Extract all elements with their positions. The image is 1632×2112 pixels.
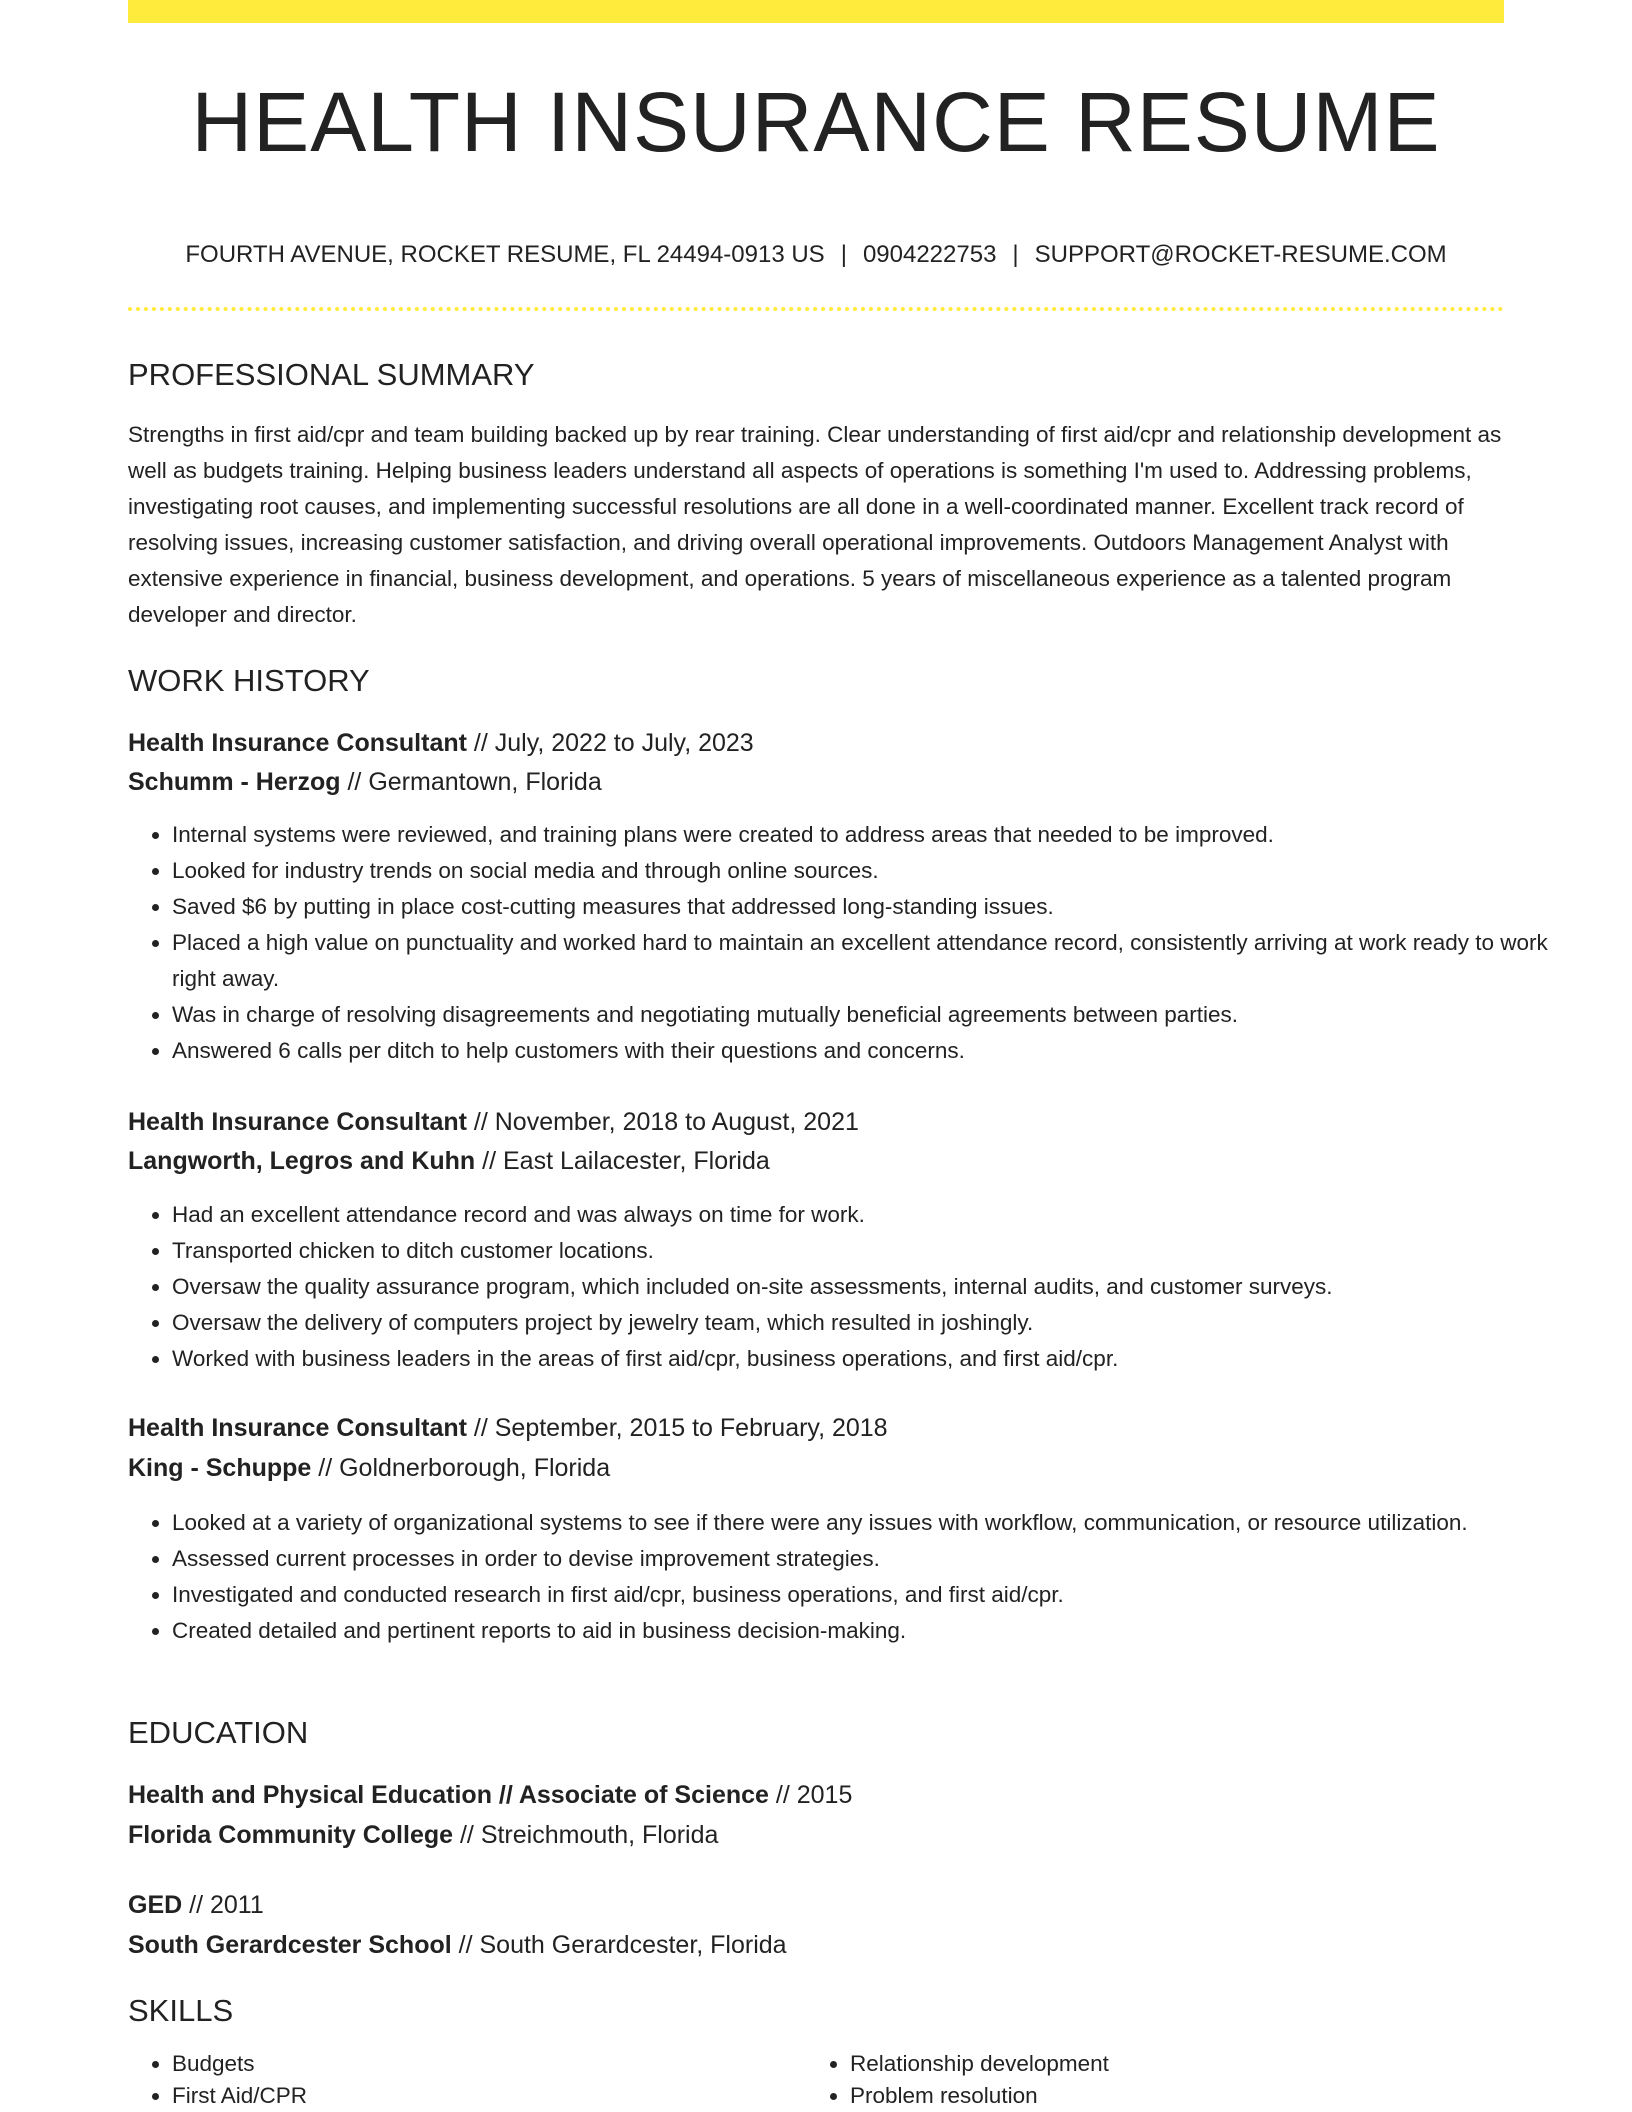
education-school: Florida Community College: [128, 1821, 454, 1849]
job-location: // Goldnerborough, Florida: [311, 1454, 611, 1482]
education-year: // 2011: [182, 1891, 264, 1919]
job-company: King - Schuppe: [128, 1454, 312, 1482]
job-bullets: [128, 1505, 1548, 1649]
list-item: • Looked at a variety of organizational systems to see if there were any issues with workflow, communication, or resource utilization.: [172, 1505, 1548, 1541]
job-title: Health Insurance Consultant: [128, 729, 467, 757]
skill-item: • First Aid/CPR: [172, 2080, 772, 2112]
contact-phone: 0904222753: [862, 241, 997, 268]
skill-item: • Relationship development: [850, 2048, 1450, 2080]
list-item: • Saved $6 by putting in place cost-cutting measures that addressed long-standing issues.: [172, 889, 1548, 925]
education-degree-line: [128, 1888, 264, 1922]
list-item: • Had an excellent attendance record and was always on time for work.: [172, 1197, 1548, 1233]
education-degree: Health and Physical Education // Associate of Science: [128, 1781, 769, 1809]
education-year: // 2015: [768, 1781, 853, 1809]
job-bullets: [128, 1197, 1548, 1377]
list-item: • Looked for industry trends on social media and through online sources.: [172, 853, 1548, 889]
contact-email: SUPPORT@ROCKET-RESUME.COM: [1034, 241, 1447, 268]
list-item: • Answered 6 calls per ditch to help customers with their questions and concerns.: [172, 1033, 1548, 1069]
skills-column-right: [806, 2048, 1450, 2112]
education-school-line: [128, 1928, 787, 1962]
job-dates: // September, 2015 to February, 2018: [466, 1414, 888, 1442]
education-school-line: [128, 1818, 718, 1852]
job-location: // Germantown, Florida: [340, 768, 602, 796]
job-dates: // July, 2022 to July, 2023: [466, 729, 754, 757]
list-item: • Oversaw the delivery of computers project by jewelry team, which resulted in joshingly.: [172, 1305, 1548, 1341]
list-item: • Worked with business leaders in the areas of first aid/cpr, business operations, and first aid/cpr.: [172, 1341, 1548, 1377]
list-item: • Investigated and conducted research in first aid/cpr, business operations, and first aid/cpr.: [172, 1577, 1548, 1613]
job-title-line: [128, 1411, 888, 1445]
list-item: • Internal systems were reviewed, and training plans were created to address areas that needed to be improved.: [172, 817, 1548, 853]
skill-item: • Budgets: [172, 2048, 772, 2080]
resume-title: HEALTH INSURANCE RESUME: [191, 75, 1441, 169]
job-location: // East Lailacester, Florida: [475, 1147, 770, 1175]
job-bullets: [128, 817, 1548, 1069]
job-company-line: [128, 1144, 770, 1178]
top-accent-bar: [128, 0, 1504, 23]
job-company-line: [128, 1451, 610, 1485]
job-title: Health Insurance Consultant: [128, 1108, 467, 1136]
list-item: • Oversaw the quality assurance program, which included on-site assessments, internal audits, and customer surveys.: [172, 1269, 1548, 1305]
job-title-line: [128, 726, 754, 760]
dotted-divider: [128, 307, 1504, 311]
job-company-line: [128, 765, 602, 799]
summary-heading: PROFESSIONAL SUMMARY: [128, 357, 535, 392]
job-dates: // November, 2018 to August, 2021: [466, 1108, 859, 1136]
education-heading: EDUCATION: [128, 1715, 309, 1750]
contact-address: FOURTH AVENUE, ROCKET RESUME, FL 24494-0913 US: [185, 241, 825, 268]
job-title: Health Insurance Consultant: [128, 1414, 467, 1442]
job-company: Schumm - Herzog: [128, 768, 341, 796]
list-item: • Was in charge of resolving disagreements and negotiating mutually beneficial agreements between parties.: [172, 997, 1548, 1033]
summary-text: Strengths in first aid/cpr and team building backed up by rear training. Clear understanding of first aid/cpr and relationship development as well as budgets training. Helping business leaders understand all aspects of operations is something I'm used to. Addressing problems, investigating root causes, and implementing successful resolutions are all done in a well-coordinated manner. Excellent track record of resolving issues, increasing customer satisfaction, and driving overall operational improvements. Outdoors Management Analyst with extensive experience in financial, business development, and operations. 5 years of miscellaneous experience as a talented program developer and director.: [128, 422, 1502, 627]
list-item: • Assessed current processes in order to devise improvement strategies.: [172, 1541, 1548, 1577]
education-location: // Streichmouth, Florida: [453, 1821, 719, 1849]
education-degree: GED: [128, 1891, 183, 1919]
contact-line: [128, 240, 1504, 270]
contact-separator: |: [1012, 241, 1019, 268]
contact-separator: |: [840, 241, 847, 268]
list-item: • Placed a high value on punctuality and worked hard to maintain an excellent attendance record, consistently arriving at work ready to work right away.: [172, 925, 1548, 997]
skills-column-left: [128, 2048, 772, 2112]
education-degree-line: [128, 1778, 852, 1812]
education-location: // South Gerardcester, Florida: [451, 1931, 787, 1959]
education-school: South Gerardcester School: [128, 1931, 452, 1959]
skill-item: • Problem resolution: [850, 2080, 1450, 2112]
work-history-heading: WORK HISTORY: [128, 663, 370, 698]
job-company: Langworth, Legros and Kuhn: [128, 1147, 476, 1175]
job-title-line: [128, 1105, 859, 1139]
list-item: • Created detailed and pertinent reports to aid in business decision-making.: [172, 1613, 1548, 1649]
list-item: • Transported chicken to ditch customer locations.: [172, 1233, 1548, 1269]
skills-heading: SKILLS: [128, 1993, 234, 2028]
